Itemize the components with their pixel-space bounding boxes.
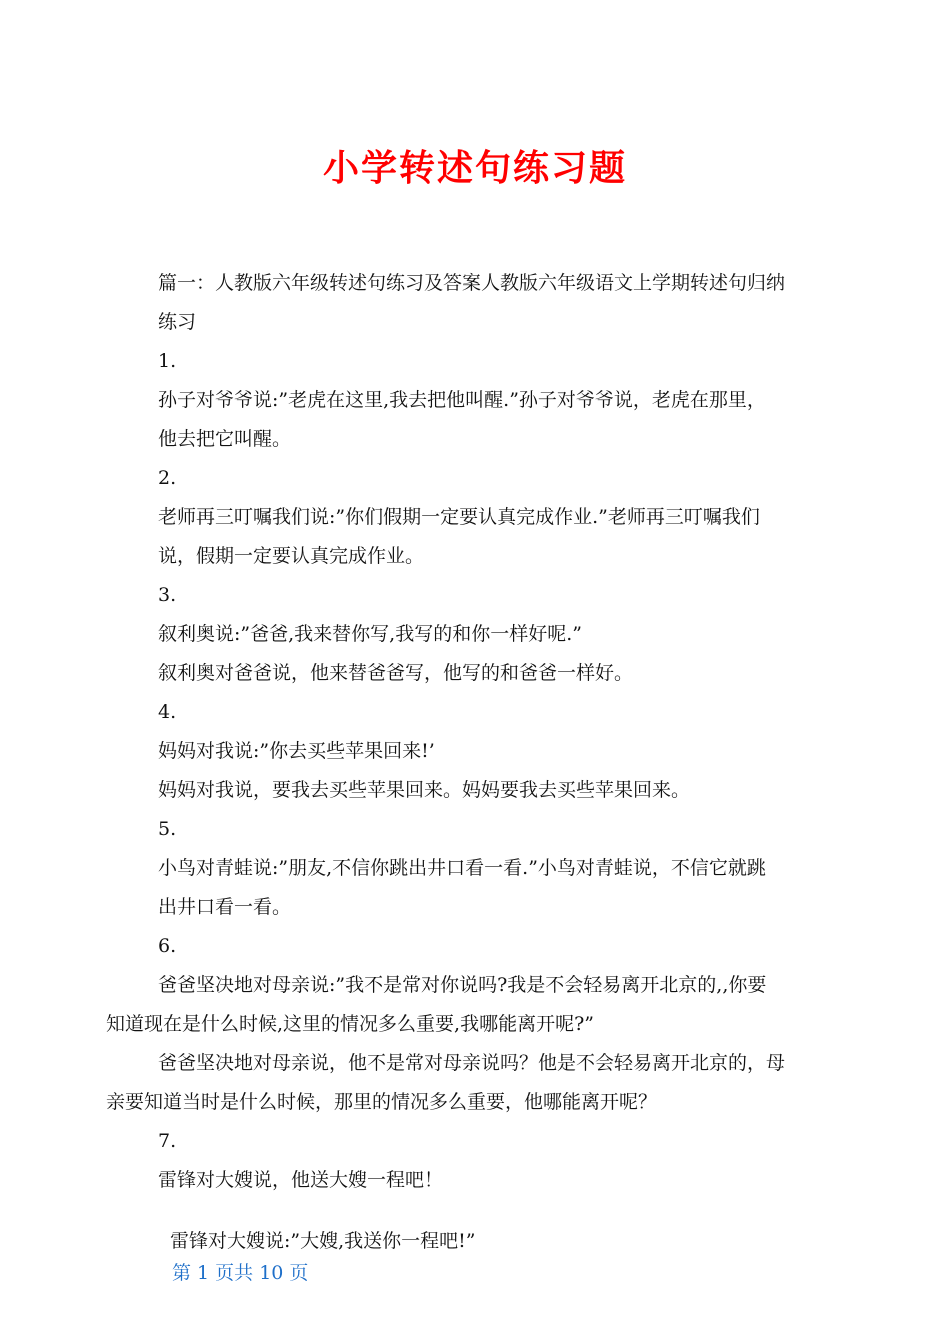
text-line: 叙利奥说:”爸爸,我来替你写,我写的和你一样好呢.” — [158, 623, 582, 645]
text-line: 妈妈对我说，要我去买些苹果回来。妈妈要我去买些苹果回来。 — [158, 779, 691, 801]
text-line: 小鸟对青蛙说:”朋友,不信你跳出井口看一看.”小鸟对青蛙说，不信它就跳 — [158, 857, 766, 879]
text-line: 爸爸坚决地对母亲说，他不是常对母亲说吗？他是不会轻易离开北京的，母 — [158, 1052, 786, 1074]
text-line: 老师再三叮嘱我们说:”你们假期一定要认真完成作业.”老师再三叮嘱我们 — [158, 506, 760, 528]
item-number: 7. — [158, 1130, 177, 1152]
text-line: 爸爸坚决地对母亲说:”我不是常对你说吗?我是不会轻易离开北京的,,你要 — [158, 974, 767, 996]
text-line: 练习 — [158, 311, 197, 333]
item-number: 3. — [158, 584, 177, 606]
text-line: 知道现在是什么时候,这里的情况多么重要,我哪能离开呢?” — [106, 1013, 594, 1035]
item-number: 5. — [158, 818, 177, 840]
text-line: 亲要知道当时是什么时候，那里的情况多么重要，他哪能离开呢？ — [106, 1091, 658, 1113]
item-number: 4. — [158, 701, 177, 723]
text-line: 他去把它叫醒。 — [158, 428, 292, 450]
text-line: 雷锋对大嫂说，他送大嫂一程吧！ — [158, 1169, 444, 1191]
text-line: 孙子对爷爷说:”老虎在这里,我去把他叫醒.”孙子对爷爷说，老虎在那里， — [158, 389, 766, 411]
page-number: 第 1 页共 10 页 — [172, 1262, 309, 1284]
item-number: 2. — [158, 467, 177, 489]
text-line: 妈妈对我说:”你去买些苹果回来!’ — [158, 740, 435, 762]
text-line: 篇一：人教版六年级转述句练习及答案人教版六年级语文上学期转述句归纳 — [158, 272, 786, 294]
item-number: 6. — [158, 935, 177, 957]
text-line: 出井口看一看。 — [158, 896, 292, 918]
document-title: 小学转述句练习题 — [322, 148, 627, 189]
text-line: 叙利奥对爸爸说，他来替爸爸写，他写的和爸爸一样好。 — [158, 662, 634, 684]
footer-text-line: 雷锋对大嫂说:”大嫂,我送你一程吧!” — [170, 1230, 476, 1252]
item-number: 1. — [158, 350, 177, 372]
text-line: 说，假期一定要认真完成作业。 — [158, 545, 425, 567]
